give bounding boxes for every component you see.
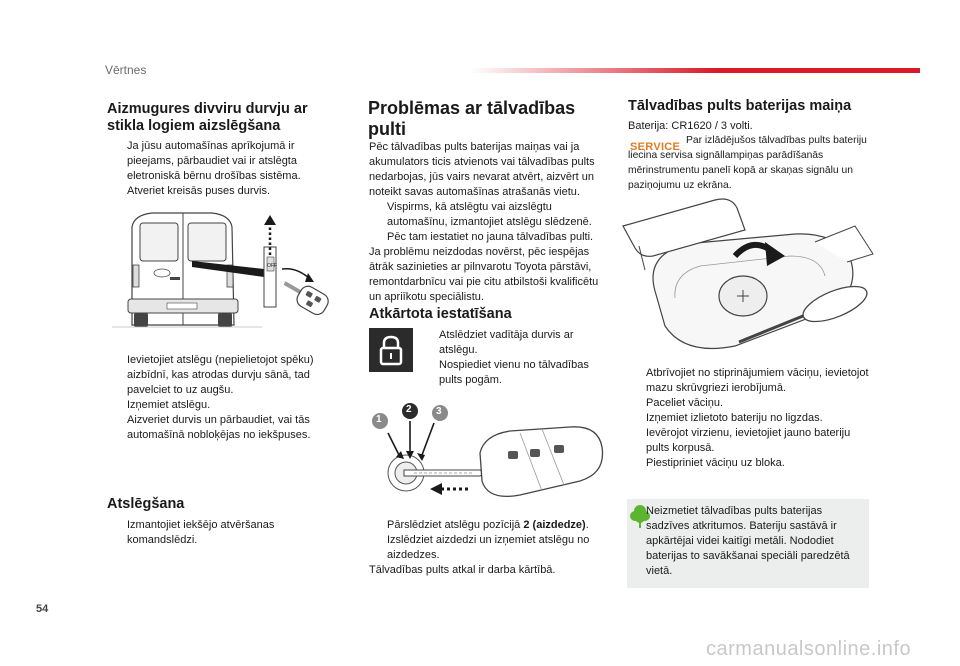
list-item: Atveriet kreisās puses durvis. bbox=[127, 185, 271, 197]
list-item: Pēc tam iestatiet no jauna tālvadības pulti. bbox=[387, 231, 594, 243]
col2-para2: Ja problēmu neizdodas novērst, pēc iespējas ātrāk sazinieties ar pilnvarotu Toyota pārstāvi, remontdarbnīcu vai pie citu atbilstoši kvalificētu un apriīkotu speciālistu. bbox=[369, 246, 599, 303]
col3-service-text: Par izlādējušos tālvadības pults bateriju liecina servisa signāllampiņas parādīšanās mērinstrumentu panelī kopā ar skaņas signālu un paziņojumu uz ekrāna. bbox=[628, 135, 867, 191]
col2-intro: Pēc tālvadības pults baterijas maiņas vai ja akumulators ticis atvienots vai tālvadības pults nedarbojas, jūs vairs nevarat atvērt, aizvērt un noteikt savas automašīnas atrašanās vietu. bbox=[369, 141, 595, 198]
col2-bullets-b bbox=[421, 328, 603, 388]
list-item: Atslēdziet vadītāja durvis ar atslēgu. bbox=[439, 329, 574, 356]
col2-title2: Atkārtota iestatīšana bbox=[369, 306, 512, 322]
list-item: Atbrīvojiet no stiprinājumiem vāciņu, ievietojot mazu skrūvgriezi ierobījumā. bbox=[646, 367, 869, 394]
list-item: Ievērojot virzienu, ievietojiet jauno bateriju pults korpusā. bbox=[646, 427, 851, 454]
col2-body bbox=[369, 140, 605, 305]
step-2-label: 2 bbox=[406, 404, 412, 415]
ignition-key-illustration bbox=[370, 395, 610, 510]
col2-title: Problēmas ar tālvadības pulti bbox=[368, 98, 576, 139]
list-item: Pārslēdziet atslēgu pozīcijā 2 (aizdedze). bbox=[387, 519, 589, 531]
list-item: Vispirms, kā atslēgtu vai aizslēgtu automašīnu, izmantojiet atslēgu slēdzenē. bbox=[387, 201, 592, 228]
step-3-label: 3 bbox=[436, 406, 442, 417]
header-accent-bar bbox=[470, 68, 920, 73]
lock-icon bbox=[369, 328, 413, 372]
list-item: Aizveriet durvis un pārbaudiet, vai tās automašīnā nobloķējas no iekšpuses. bbox=[127, 414, 311, 441]
col2-bullets-c bbox=[369, 518, 607, 578]
list-item: Ja jūsu automašīnas aprīkojumā ir pieejams, pārbaudiet vai ir atslēgta eletroniskā bērnu drošības sistēma. bbox=[127, 140, 301, 182]
col1-title: Aizmugures divviru durvju ar stikla logiem aizslēgšana bbox=[107, 101, 308, 134]
page-number: 54 bbox=[36, 603, 49, 615]
col1-title2: Atslēgšana bbox=[107, 496, 185, 512]
col3-bullets bbox=[628, 366, 873, 471]
eco-note-box bbox=[627, 499, 869, 588]
battery-illustration bbox=[615, 196, 875, 356]
list-item: Nospiediet vienu no tālvadības pults pogām. bbox=[439, 359, 589, 386]
watermark: carmanualsonline.info bbox=[706, 638, 912, 660]
list-item: Piestipriniet vāciņu uz bloka. bbox=[646, 457, 785, 469]
list-item: Izņemiet atslēgu. bbox=[127, 399, 211, 411]
van-rear-illustration bbox=[112, 207, 342, 337]
col1-bullets-b bbox=[109, 353, 334, 443]
list-item: Ievietojiet atslēgu (nepielietojot spēku) aizbīdnī, kas atrodas durvju sānā, tad pavelciet to uz augšu. bbox=[127, 354, 314, 396]
col1-bullets-c bbox=[109, 518, 334, 548]
service-icon: SERVICE bbox=[630, 141, 681, 153]
list-item: Izslēdziet aizdedzi un izņemiet atslēgu no aizdedzes. bbox=[387, 534, 590, 561]
step-1-label: 1 bbox=[376, 414, 382, 425]
section-title: Vērtnes bbox=[105, 63, 147, 77]
col3-title: Tālvadības pults baterijas maiņa bbox=[628, 98, 852, 114]
col3-battery: Baterija: CR1620 / 3 volti. bbox=[628, 120, 753, 132]
list-item: Izņemiet izlietoto bateriju no ligzdas. bbox=[646, 412, 823, 424]
list-item: Izmantojiet iekšējo atvēršanas komandslēdzi. bbox=[127, 519, 275, 546]
eco-note-text: Neizmetiet tālvadības pults baterijas sadzīves atkritumos. Bateriju sastāvā ir apkārtējai videi kaitīgi metāli. Nododiet baterijas to savākšanai speciāli paredzētā vietā. bbox=[646, 505, 850, 577]
col1-bullets-a bbox=[109, 139, 334, 199]
col2-closing: Tālvadības pults atkal ir darba kārtībā. bbox=[369, 564, 556, 576]
off-label: OFF bbox=[267, 263, 277, 269]
list-item: Paceliet vāciņu. bbox=[646, 397, 724, 409]
